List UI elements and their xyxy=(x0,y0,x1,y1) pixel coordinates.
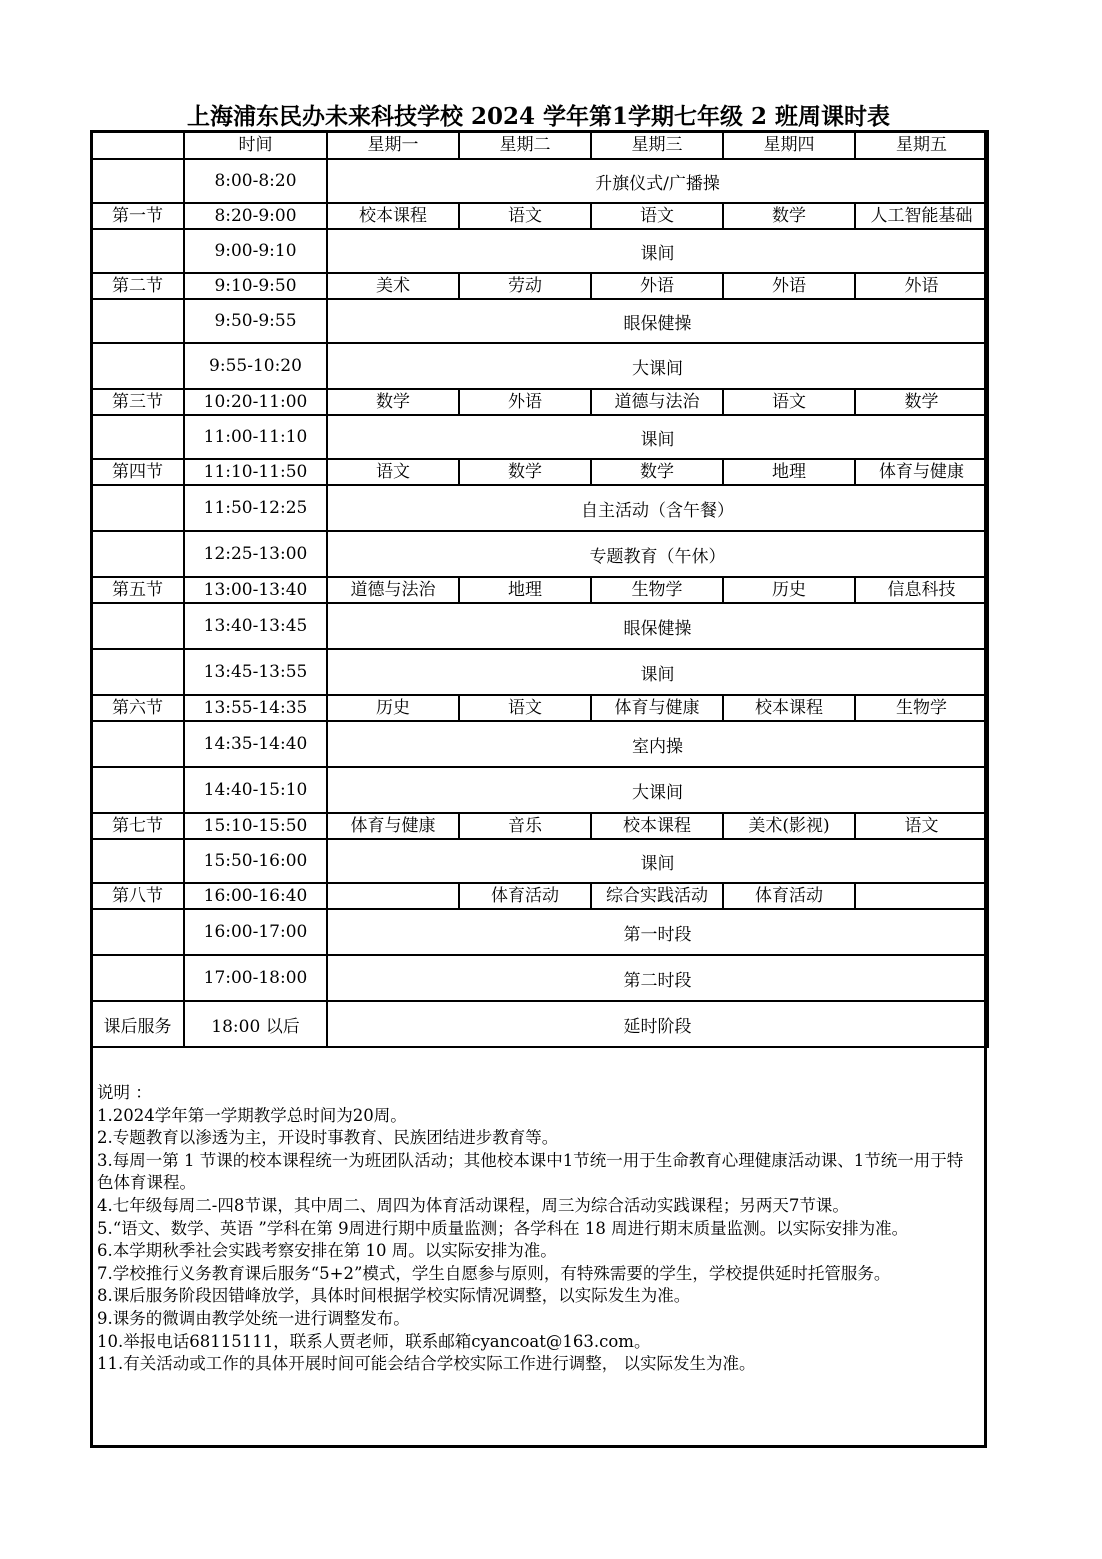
activity-cell: 眼保健操 xyxy=(327,603,988,649)
activity-cell: 大课间 xyxy=(327,767,988,813)
period-label xyxy=(91,955,184,1001)
time-cell: 14:35-14:40 xyxy=(184,721,327,767)
course-cell: 外语 xyxy=(459,389,591,415)
page-title: 上海浦东民办未来科技学校 2024 学年第1学期七年级 2 班周课时表 xyxy=(186,103,891,130)
activity-cell: 专题教育（午休） xyxy=(327,531,988,577)
course-cell: 校本课程 xyxy=(327,203,459,229)
time-cell: 16:00-16:40 xyxy=(184,883,327,909)
course-cell: 道德与法治 xyxy=(591,389,723,415)
course-cell: 外语 xyxy=(723,273,855,299)
activity-cell: 大课间 xyxy=(327,343,988,389)
activity-cell: 第一时段 xyxy=(327,909,988,955)
note-line: 9.课务的微调由教学处统一进行调整发布。 xyxy=(97,1308,410,1328)
time-cell: 9:55-10:20 xyxy=(184,343,327,389)
course-cell: 校本课程 xyxy=(591,813,723,839)
break-row xyxy=(91,839,988,883)
header-cell xyxy=(91,131,184,159)
break-row xyxy=(91,1001,988,1047)
period-label: 第八节 xyxy=(91,883,184,909)
break-row xyxy=(91,415,988,459)
header-cell-mon: 星期一 xyxy=(327,131,459,159)
period-label: 第一节 xyxy=(91,203,184,229)
period-label: 第三节 xyxy=(91,389,184,415)
course-cell: 美术 xyxy=(327,273,459,299)
time-cell: 13:40-13:45 xyxy=(184,603,327,649)
note-line: 4.七年级每周二-四8节课，其中周二、周四为体育活动课程，周三为综合活动实践课程；另两天7节课。 xyxy=(97,1195,849,1215)
course-cell: 语文 xyxy=(327,459,459,485)
time-cell: 14:40-15:10 xyxy=(184,767,327,813)
header-cell-thu: 星期四 xyxy=(723,131,855,159)
break-row xyxy=(91,229,988,273)
course-cell: 体育活动 xyxy=(459,883,591,909)
time-cell: 11:10-11:50 xyxy=(184,459,327,485)
period-label: 第四节 xyxy=(91,459,184,485)
period-label xyxy=(91,485,184,531)
course-cell: 数学 xyxy=(591,459,723,485)
course-cell: 音乐 xyxy=(459,813,591,839)
activity-cell: 课间 xyxy=(327,649,988,695)
note-line: 3.每周一第 1 节课的校本课程统一为班团队活动；其他校本课中1节统一用于生命教育心理健康活动课、1节统一用于特色体育课程。 xyxy=(97,1150,964,1193)
time-cell: 9:50-9:55 xyxy=(184,299,327,343)
timetable xyxy=(90,130,989,1048)
course-cell: 语文 xyxy=(723,389,855,415)
course-cell: 数学 xyxy=(855,389,988,415)
time-cell: 15:10-15:50 xyxy=(184,813,327,839)
break-row xyxy=(91,955,988,1001)
activity-cell: 课间 xyxy=(327,839,988,883)
course-cell: 地理 xyxy=(723,459,855,485)
course-cell: 美术(影视) xyxy=(723,813,855,839)
course-cell: 数学 xyxy=(327,389,459,415)
break-row xyxy=(91,767,988,813)
period-row xyxy=(91,203,988,229)
course-cell: 语文 xyxy=(459,695,591,721)
period-row xyxy=(91,813,988,839)
course-cell: 劳动 xyxy=(459,273,591,299)
header-cell-time: 时间 xyxy=(184,131,327,159)
period-label xyxy=(91,343,184,389)
period-label: 第二节 xyxy=(91,273,184,299)
time-cell: 11:50-12:25 xyxy=(184,485,327,531)
time-cell: 11:00-11:10 xyxy=(184,415,327,459)
course-cell xyxy=(855,883,988,909)
course-cell: 道德与法治 xyxy=(327,577,459,603)
note-line: 6.本学期秋季社会实践考察安排在第 10 周。以实际安排为准。 xyxy=(97,1241,557,1261)
period-label xyxy=(91,415,184,459)
period-label xyxy=(91,909,184,955)
header-cell-tue: 星期二 xyxy=(459,131,591,159)
course-cell: 地理 xyxy=(459,577,591,603)
time-cell: 13:55-14:35 xyxy=(184,695,327,721)
time-cell: 18:00 以后 xyxy=(184,1001,327,1047)
note-line: 1.2024学年第一学期教学总时间为20周。 xyxy=(97,1105,407,1125)
activity-cell: 延时阶段 xyxy=(327,1001,988,1047)
period-row xyxy=(91,577,988,603)
notes-section xyxy=(97,1082,977,1376)
course-cell: 校本课程 xyxy=(723,695,855,721)
activity-cell: 课间 xyxy=(327,415,988,459)
period-row xyxy=(91,695,988,721)
note-line: 10.举报电话68115111，联系人贾老师，联系邮箱cyancoat@163.com。 xyxy=(97,1331,651,1351)
time-cell: 16:00-17:00 xyxy=(184,909,327,955)
time-cell: 17:00-18:00 xyxy=(184,955,327,1001)
note-line: 说明 ： xyxy=(97,1083,152,1102)
course-cell: 体育与健康 xyxy=(591,695,723,721)
time-cell: 13:00-13:40 xyxy=(184,577,327,603)
course-cell: 外语 xyxy=(591,273,723,299)
period-label xyxy=(91,721,184,767)
course-cell: 综合实践活动 xyxy=(591,883,723,909)
activity-cell: 课间 xyxy=(327,229,988,273)
time-cell: 12:25-13:00 xyxy=(184,531,327,577)
note-line: 5.“语文、数学、英语 ”学科在第 9周进行期中质量监测；各学科在 18 周进行期末质量监测。以实际安排为准。 xyxy=(97,1218,909,1238)
course-cell: 历史 xyxy=(327,695,459,721)
course-cell: 语文 xyxy=(591,203,723,229)
course-cell: 人工智能基础 xyxy=(855,203,988,229)
note-line: 8.课后服务阶段因错峰放学，具体时间根据学校实际情况调整，以实际发生为准。 xyxy=(97,1286,691,1306)
course-cell: 历史 xyxy=(723,577,855,603)
period-label: 第六节 xyxy=(91,695,184,721)
break-row xyxy=(91,649,988,695)
course-cell: 外语 xyxy=(855,273,988,299)
period-label: 第五节 xyxy=(91,577,184,603)
course-cell xyxy=(327,883,459,909)
note-line: 2.专题教育以渗透为主，开设时事教育、民族团结进步教育等。 xyxy=(97,1128,559,1148)
course-cell: 生物学 xyxy=(855,695,988,721)
period-label xyxy=(91,299,184,343)
period-row xyxy=(91,883,988,909)
course-cell: 数学 xyxy=(723,203,855,229)
time-cell: 8:20-9:00 xyxy=(184,203,327,229)
period-label xyxy=(91,229,184,273)
activity-cell: 第二时段 xyxy=(327,955,988,1001)
course-cell: 语文 xyxy=(459,203,591,229)
period-label: 课后服务 xyxy=(91,1001,184,1047)
time-cell: 15:50-16:00 xyxy=(184,839,327,883)
activity-cell: 室内操 xyxy=(327,721,988,767)
period-label xyxy=(91,159,184,203)
header-cell-fri: 星期五 xyxy=(855,131,988,159)
activity-cell: 自主活动（含午餐） xyxy=(327,485,988,531)
activity-cell: 眼保健操 xyxy=(327,299,988,343)
time-cell: 10:20-11:00 xyxy=(184,389,327,415)
break-row xyxy=(91,531,988,577)
period-row xyxy=(91,273,988,299)
period-row xyxy=(91,459,988,485)
time-cell: 13:45-13:55 xyxy=(184,649,327,695)
break-row xyxy=(91,909,988,955)
break-row xyxy=(91,485,988,531)
break-row xyxy=(91,299,988,343)
time-cell: 8:00-8:20 xyxy=(184,159,327,203)
period-label xyxy=(91,603,184,649)
course-cell: 数学 xyxy=(459,459,591,485)
activity-cell: 升旗仪式/广播操 xyxy=(327,159,988,203)
period-row xyxy=(91,389,988,415)
period-label xyxy=(91,767,184,813)
break-row xyxy=(91,603,988,649)
header-cell-wed: 星期三 xyxy=(591,131,723,159)
break-row xyxy=(91,159,988,203)
break-row xyxy=(91,343,988,389)
course-cell: 体育与健康 xyxy=(855,459,988,485)
break-row xyxy=(91,721,988,767)
time-cell: 9:10-9:50 xyxy=(184,273,327,299)
period-label xyxy=(91,531,184,577)
course-cell: 信息科技 xyxy=(855,577,988,603)
course-cell: 语文 xyxy=(855,813,988,839)
course-cell: 生物学 xyxy=(591,577,723,603)
course-cell: 体育活动 xyxy=(723,883,855,909)
table-header-row xyxy=(91,131,988,159)
period-label: 第七节 xyxy=(91,813,184,839)
period-label xyxy=(91,839,184,883)
course-cell: 体育与健康 xyxy=(327,813,459,839)
time-cell: 9:00-9:10 xyxy=(184,229,327,273)
note-line: 7.学校推行义务教育课后服务“5+2”模式，学生自愿参与原则，有特殊需要的学生，学校提供延时托管服务。 xyxy=(97,1263,891,1283)
note-line: 11.有关活动或工作的具体开展时间可能会结合学校实际工作进行调整， 以实际发生为准。 xyxy=(97,1354,756,1374)
period-label xyxy=(91,649,184,695)
